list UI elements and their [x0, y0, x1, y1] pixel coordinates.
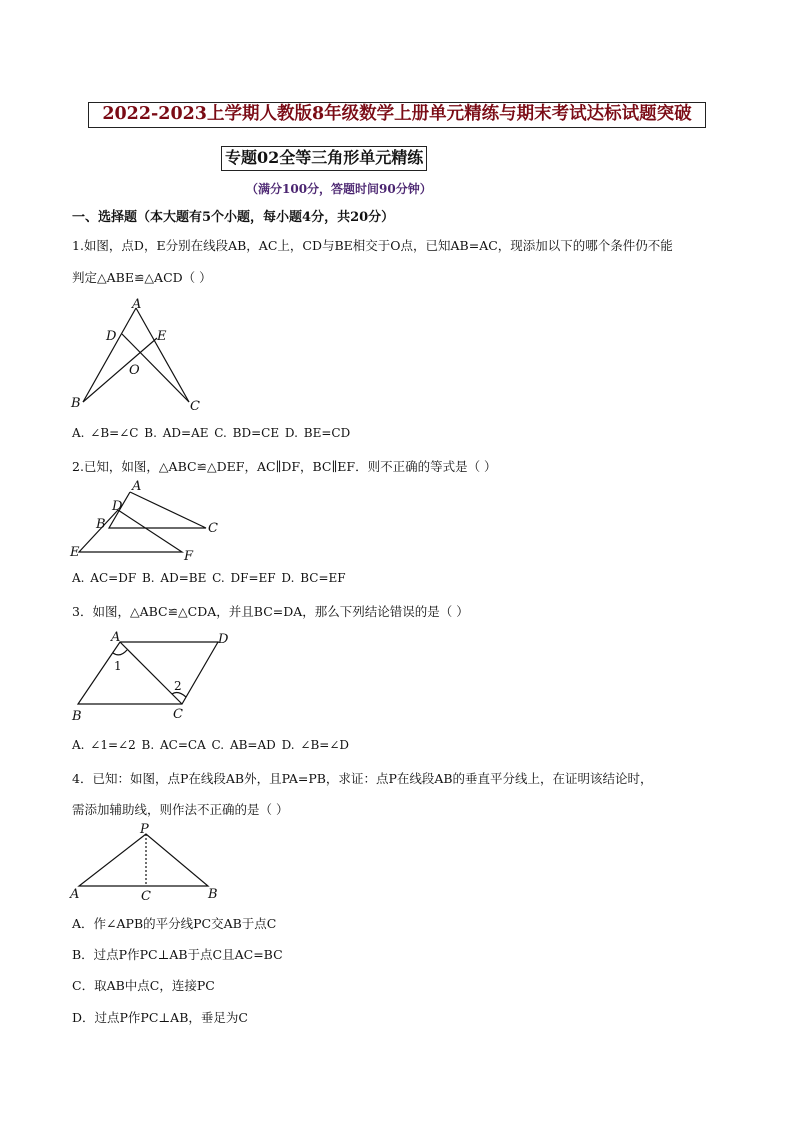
label-d: D — [112, 499, 123, 514]
question-1-options: A. ∠B=∠C B. AD=AE C. BD=CE D. BE=CD — [72, 426, 351, 440]
label-c: C — [208, 521, 218, 536]
segment-be — [83, 338, 157, 402]
label-b: B — [72, 709, 82, 724]
question-4-choice-d: D．过点P作PC⊥AB，垂足为C — [72, 1010, 248, 1025]
question-4-choice-b: B．过点P作PC⊥AB于点C且AC=BC — [72, 947, 283, 962]
label-e: E — [70, 545, 80, 560]
label-f: F — [184, 549, 194, 564]
angle-2-label: 2 — [174, 679, 182, 693]
label-b: B — [208, 887, 218, 902]
segment-ac — [136, 308, 189, 402]
question-2-text: 2.已知，如图，△ABC≌△DEF，AC∥DF，BC∥EF．则不正确的等式是（ ） — [72, 459, 497, 474]
label-a: A — [111, 630, 121, 645]
label-b: B — [96, 517, 106, 532]
triangle-pab — [79, 834, 208, 886]
label-c: C — [141, 889, 151, 902]
question-3-options: A. ∠1=∠2 B. AC=CA C. AB=AD D. ∠B=∠D — [72, 738, 350, 752]
label-d: D — [218, 632, 229, 647]
label-p: P — [140, 822, 149, 837]
question-4-choice-c: C．取AB中点C，连接PC — [72, 978, 215, 993]
triangle-def — [79, 510, 182, 552]
question-2-figure — [66, 476, 226, 564]
question-4-text-line1: 4．已知：如图，点P在线段AB外，且PA=PB，求证：点P在线段AB的垂直平分线上，在证明该结论时， — [72, 771, 653, 786]
label-e: E — [157, 329, 167, 344]
parallelogram-abcd — [78, 642, 218, 704]
label-c: C — [190, 399, 200, 414]
question-2-options: A. AC=DF B. AD=BE C. DF=EF D. BC=EF — [72, 571, 346, 585]
angle-1-arc — [113, 650, 127, 655]
label-a: A — [132, 297, 142, 312]
question-4-text-line2: 需添加辅助线，则作法不正确的是（ ） — [72, 802, 289, 817]
topic-title: 专题02全等三角形单元精练 — [221, 146, 427, 171]
diagonal-ac — [120, 642, 182, 704]
series-title-banner: 2022-2023上学期人教版8年级数学上册单元精练与期末考试达标试题突破 — [88, 102, 706, 128]
label-a: A — [70, 887, 80, 902]
label-o: O — [129, 363, 140, 378]
question-3-figure — [66, 628, 246, 724]
question-1-text-line1: 1.如图，点D，E分别在线段AB，AC上，CD与BE相交于O点，已知AB=AC，现添加以下的哪个条件仍不能 — [72, 238, 673, 253]
question-3-text: 3．如图，△ABC≌△CDA，并且BC=DA，那么下列结论错误的是（ ） — [72, 604, 469, 619]
question-4-choice-a: A．作∠APB的平分线PC交AB于点C — [72, 916, 277, 931]
score-time-note: （满分100分，答题时间90分钟） — [246, 182, 432, 196]
angle-1-label: 1 — [114, 659, 122, 673]
triangle-abc — [109, 492, 206, 528]
question-4-figure — [66, 822, 236, 902]
label-a: A — [132, 479, 142, 494]
label-d: D — [106, 329, 117, 344]
label-c: C — [173, 707, 183, 722]
section-heading: 一、选择题（本大题有5个小题，每小题4分，共20分） — [72, 210, 395, 225]
label-b: B — [71, 396, 81, 411]
segment-ab — [83, 308, 136, 402]
question-1-figure — [66, 296, 216, 418]
question-1-text-line2: 判定△ABE≌△ACD（ ） — [72, 270, 212, 285]
